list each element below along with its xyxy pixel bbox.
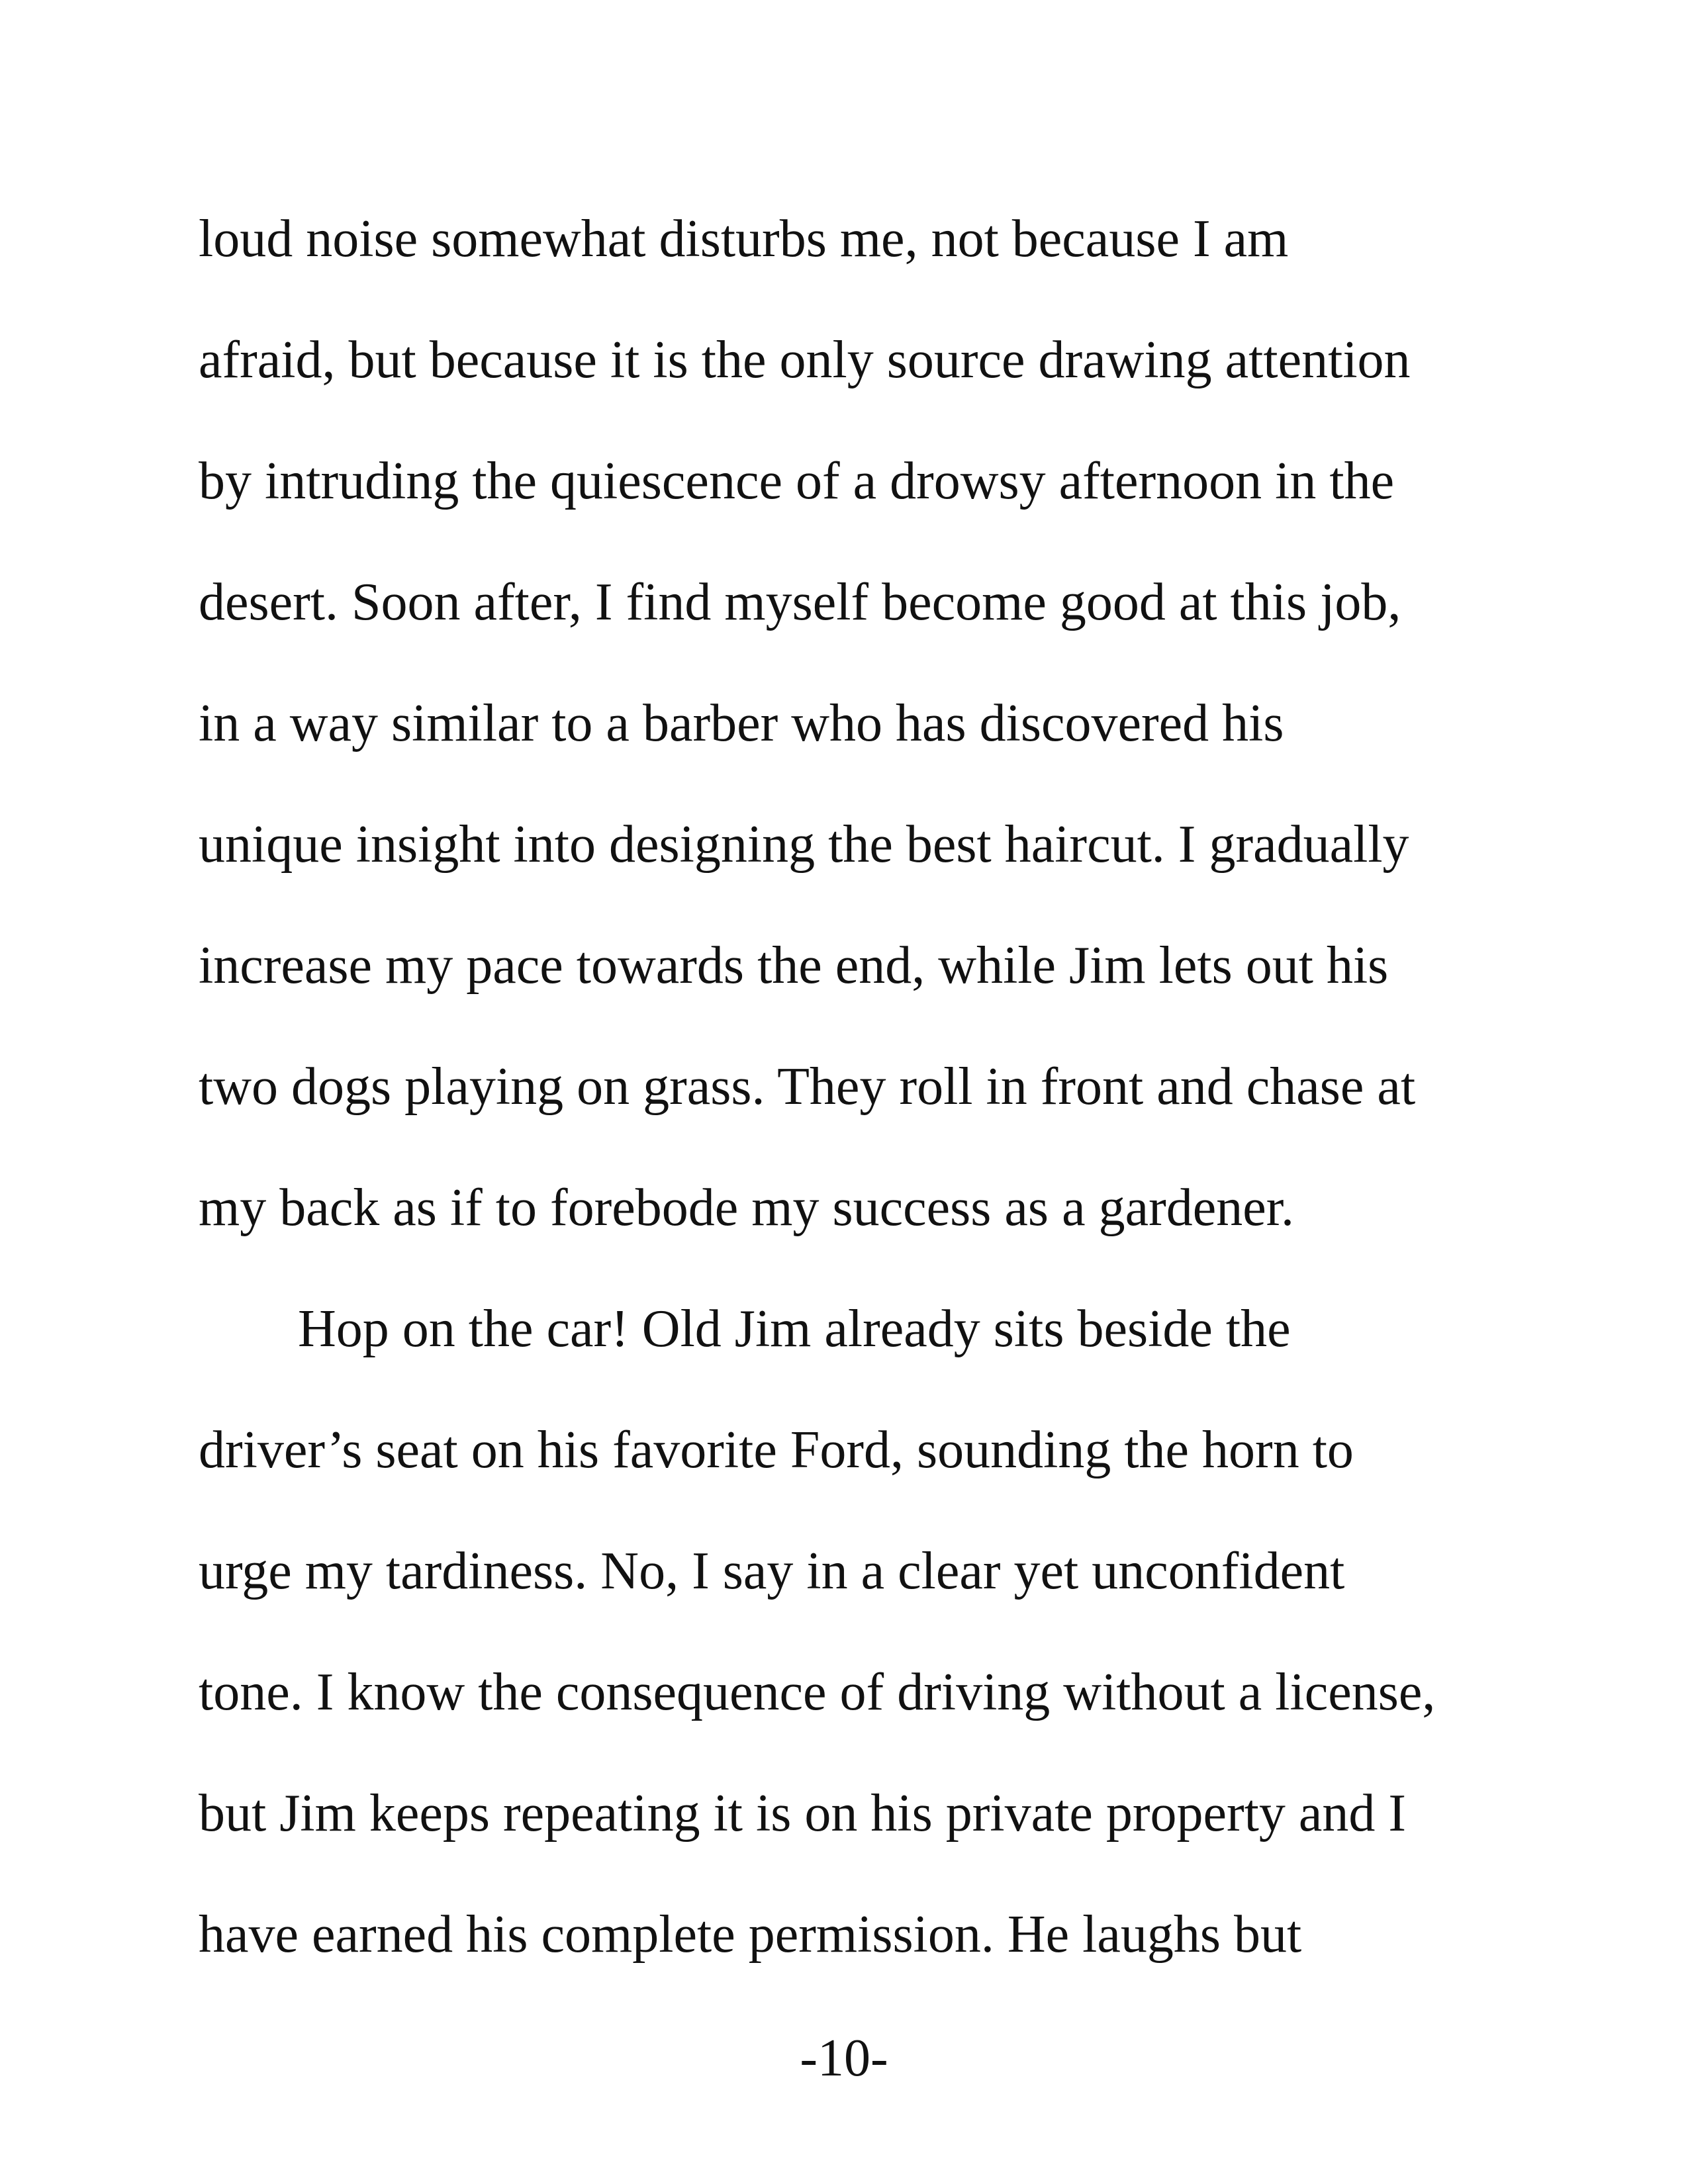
text-line-6: unique insight into designing the best haircut. I gradually — [199, 815, 1409, 874]
page-number: -10- — [800, 2029, 888, 2087]
text-line-5: in a way similar to a barber who has discovered his — [199, 694, 1284, 752]
text-line-3: by intruding the quiescence of a drowsy afternoon in the — [199, 452, 1395, 510]
text-line-4: desert. Soon after, I find myself become good at this job, — [199, 573, 1401, 631]
text-line-1: loud noise somewhat disturbs me, not because I am — [199, 210, 1289, 268]
text-line-11: driver’s seat on his favorite Ford, sounding the horn to — [199, 1421, 1354, 1479]
text-line-15: have earned his complete permission. He laughs but — [199, 1905, 1302, 1964]
text-line-13: tone. I know the consequence of driving without a license, — [199, 1663, 1436, 1721]
text-line-2: afraid, but because it is the only source drawing attention — [199, 331, 1411, 389]
text-line-8: two dogs playing on grass. They roll in front and chase at — [199, 1058, 1416, 1116]
body-text — [199, 179, 1509, 1995]
text-line-14: but Jim keeps repeating it is on his private property and I — [199, 1784, 1407, 1843]
text-line-9: my back as if to forebode my success as a gardener. — [199, 1179, 1294, 1237]
text-line-7: increase my pace towards the end, while Jim lets out his — [199, 936, 1389, 995]
text-line-12: urge my tardiness. No, I say in a clear yet unconfident — [199, 1542, 1345, 1600]
text-line-10-paragraph-start: Hop on the car! Old Jim already sits beside the — [298, 1300, 1291, 1358]
